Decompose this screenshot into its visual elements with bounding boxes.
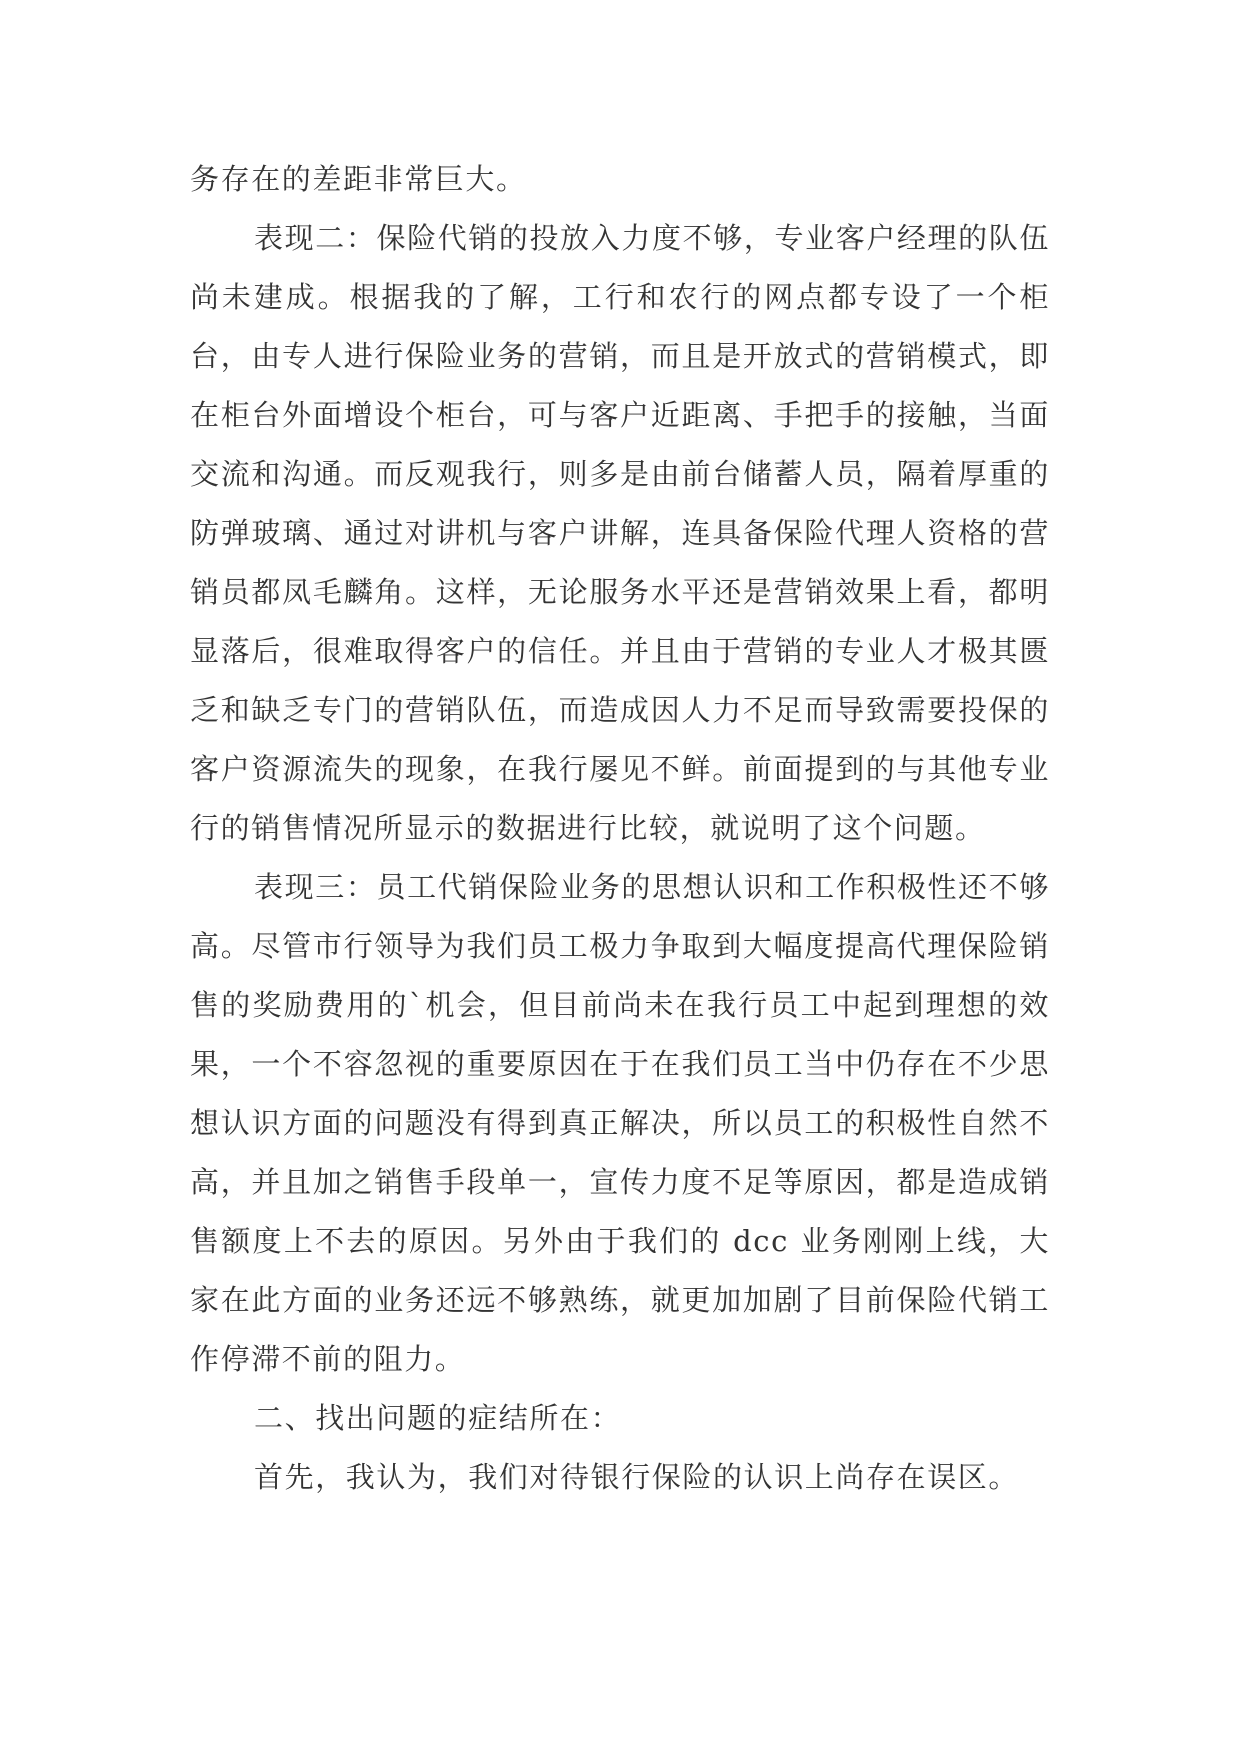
paragraph-performance-three: 表现三：员工代销保险业务的思想认识和工作积极性还不够高。尽管市行领导为我们员工极力争取到大幅度提高代理保险销售的奖励费用的`机会，但目前尚未在我行员工中起到理想的效果，一个不容忽视的重要原因在于在我们员工当中仍存在不少思想认识方面的问题没有得到真正解决，所以员工的积极性自然不高，并且加之销售手段单一，宣传力度不足等原因，都是造成销售额度上不去的原因。另外由于我们的 dcc 业务刚刚上线，大家在此方面的业务还远不够熟练，就更加加剧了目前保险代销工作停滞不前的阻力。 — [190, 870, 1050, 1376]
paragraph-performance-two: 表现二：保险代销的投放入力度不够，专业客户经理的队伍尚未建成。根据我的了解，工行和农行的网点都专设了一个柜台，由专人进行保险业务的营销，而且是开放式的营销模式，即在柜台外面增设个柜台，可与客户近距离、手把手的接触，当面交流和沟通。而反观我行，则多是由前台储蓄人员，隔着厚重的防弹玻璃、通过对讲机与客户讲解，连具备保险代理人资格的营销员都凤毛麟角。这样，无论服务水平还是营销效果上看，都明显落后，很难取得客户的信任。并且由于营销的专业人才极其匮乏和缺乏专门的营销队伍，而造成因人力不足而导致需要投保的客户资源流失的现象，在我行屡见不鲜。前面提到的与其他专业行的销售情况所显示的数据进行比较，就说明了这个问题。 — [190, 221, 1050, 845]
paragraph-continuation: 务存在的差距非常巨大。 — [190, 162, 527, 196]
section-heading-find-root-cause: 二、找出问题的症结所在： — [254, 1401, 622, 1435]
document-body — [190, 150, 1050, 1507]
paragraph-first-point: 首先，我认为，我们对待银行保险的认识上尚存在误区。 — [254, 1460, 1020, 1494]
